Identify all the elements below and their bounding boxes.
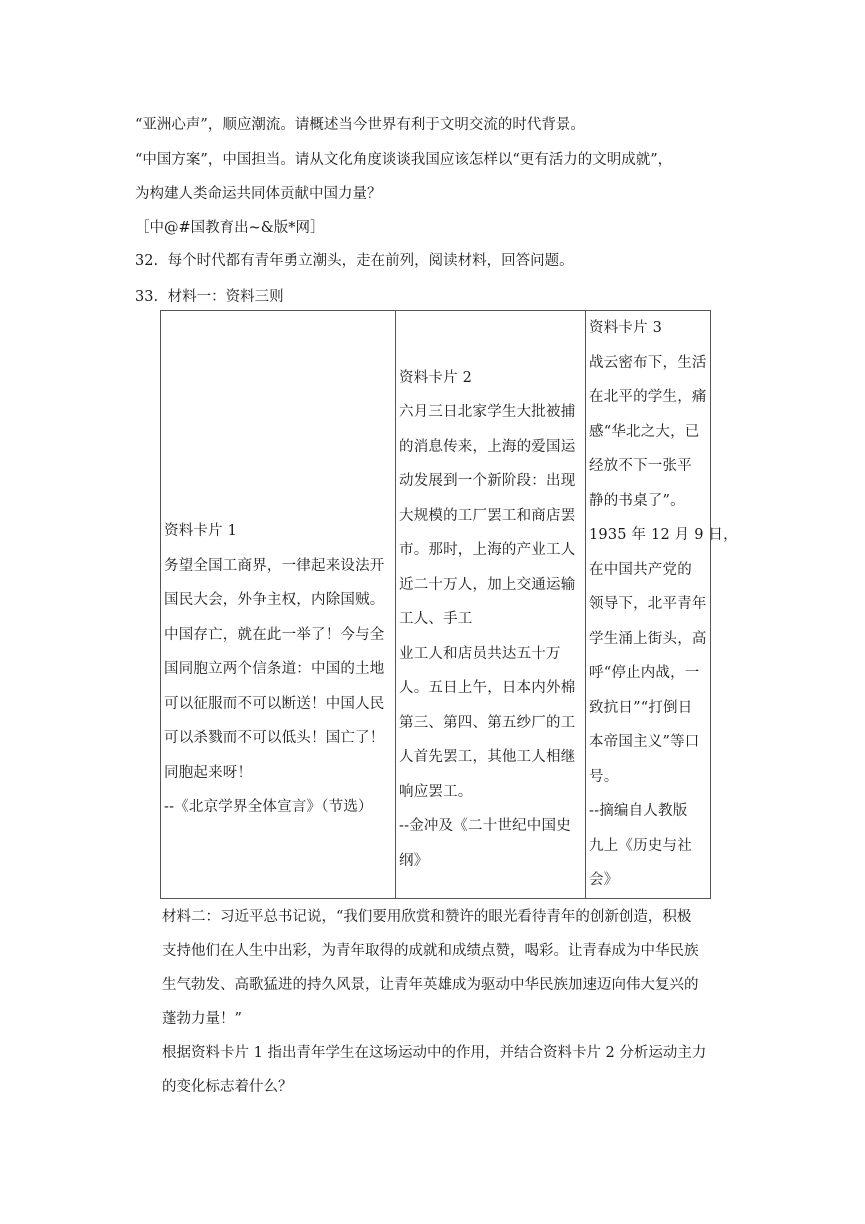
card-1-line: 同胞起来呀！ (164, 764, 253, 781)
card-3-line: 致抗日”“打倒日 (589, 699, 693, 716)
card-1-line: 可以杀戮而不可以低头！国亡了！ (164, 730, 385, 746)
card-2-line: 的消息传来，上海的爱国运 (399, 438, 576, 455)
card-2-line: 六月三日北家学生大批被捕 (399, 404, 576, 420)
card-1-line: 中国存亡，就在此一举了！今与全 (164, 626, 385, 643)
card-3-line: 呼“停止内战，一 (589, 665, 700, 681)
card-2-line: 市。那时，上海的产业工人 (399, 542, 576, 558)
card-2 (396, 311, 586, 899)
card-3-line: 感“华北之大，已 (589, 423, 700, 440)
card-2-source: 纲》 (399, 852, 429, 869)
card-2-line: 第三、第四、第五纱厂的工 (399, 714, 576, 731)
question-number: 33. (135, 289, 159, 305)
card-3-line: 经放不下一张平 (589, 458, 692, 474)
card-2-title: 资料卡片 2 (399, 369, 473, 386)
question-number: 32. (135, 253, 159, 269)
material-2-line: 蓬勃力量！” (162, 1011, 242, 1027)
question-china-plan-line2: 为构建人类命运共同体贡献中国力量？ (135, 186, 382, 202)
card-1-line: 务望全国工商界，一律起来设法开 (164, 557, 385, 574)
card-1-title: 资料卡片 1 (164, 523, 238, 539)
card-1-line: 国同胞立两个信条道：中国的土地 (164, 661, 385, 677)
card-2-line: 人。五日上午，日本内外棉 (399, 680, 576, 696)
question-text: 材料一：资料三则 (167, 289, 284, 305)
card-2-line: 工人、手工 (399, 611, 473, 627)
card-1-line: 国民大会，外争主权，内除国贼。 (164, 592, 385, 608)
watermark-text: ［中@#国教育出~&版*网］ (135, 220, 325, 236)
material-2-line: 材料二：习近平总书记说，“我们要用欣赏和赞许的眼光看待青年的创新创造，积极 (162, 909, 692, 925)
card-1 (161, 311, 396, 899)
card-1-source: --《北京学界全体宣言》（节选） (164, 799, 373, 815)
card-3-line: 学生涌上街头，高 (589, 630, 707, 647)
card-2-source: --金冲及《二十世纪中国史 (399, 818, 571, 834)
card-3-line: 在中国共产党的 (589, 561, 692, 578)
card-3-line: 领导下，北平青年 (589, 596, 707, 612)
card-3 (586, 311, 738, 899)
question-asia-voice: “亚洲心声”，顺应潮流。请概述当今世界有利于文明交流的时代背景。 (135, 117, 585, 133)
question-text: 每个时代都有青年勇立潮头，走在前列，阅读材料，回答问题。 (167, 253, 574, 269)
card-3-line: 1935 年 12 月 9 日， (589, 527, 738, 543)
card-1-line: 可以征服而不可以断送！中国人民 (164, 695, 385, 712)
card-3-line: 号。 (589, 768, 619, 785)
card-2-line: 近二十万人，加上交通运输 (399, 576, 576, 593)
card-2-line: 大规模的工厂罢工和商店罢 (399, 507, 576, 524)
card-2-line: 响应罢工。 (399, 783, 473, 800)
material-cards-table (160, 310, 738, 899)
card-3-line: 战云密布下，生活 (589, 354, 707, 371)
card-3-line: 静的书桌了”。 (589, 492, 685, 509)
question-32 (135, 249, 574, 270)
final-question-line: 根据资料卡片 1 指出青年学生在这场运动中的作用，并结合资料卡片 2 分析运动主力 (162, 1045, 707, 1061)
card-3-line: 本帝国主义”等口 (589, 734, 700, 750)
card-2-line: 动发展到一个新阶段：出现 (399, 473, 576, 489)
final-question-line: 的变化标志着什么？ (162, 1079, 293, 1095)
card-2-line: 业工人和店员共达五十万 (399, 645, 561, 662)
question-china-plan-line1: “中国方案”，中国担当。请从文化角度谈谈我国应该怎样以“更有活力的文明成就”， (135, 152, 673, 168)
card-3-source: 九上《历史与社 (589, 837, 692, 854)
card-3-title: 资料卡片 3 (589, 320, 663, 336)
material-2-line: 支持他们在人生中出彩，为青年取得的成就和成绩点赞，喝彩。让青春成为中华民族 (162, 943, 699, 959)
material-2-line: 生气勃发、高歌猛进的持久风景，让青年英雄成为驱动中华民族加速迈向伟大复兴的 (162, 977, 699, 993)
card-2-line: 人首先罢工，其他工人相继 (399, 749, 576, 765)
card-3-line: 在北平的学生，痛 (589, 389, 707, 405)
card-3-source: --摘编自人教版 (589, 803, 688, 819)
question-33 (135, 285, 284, 306)
card-3-source: 会》 (589, 872, 619, 888)
